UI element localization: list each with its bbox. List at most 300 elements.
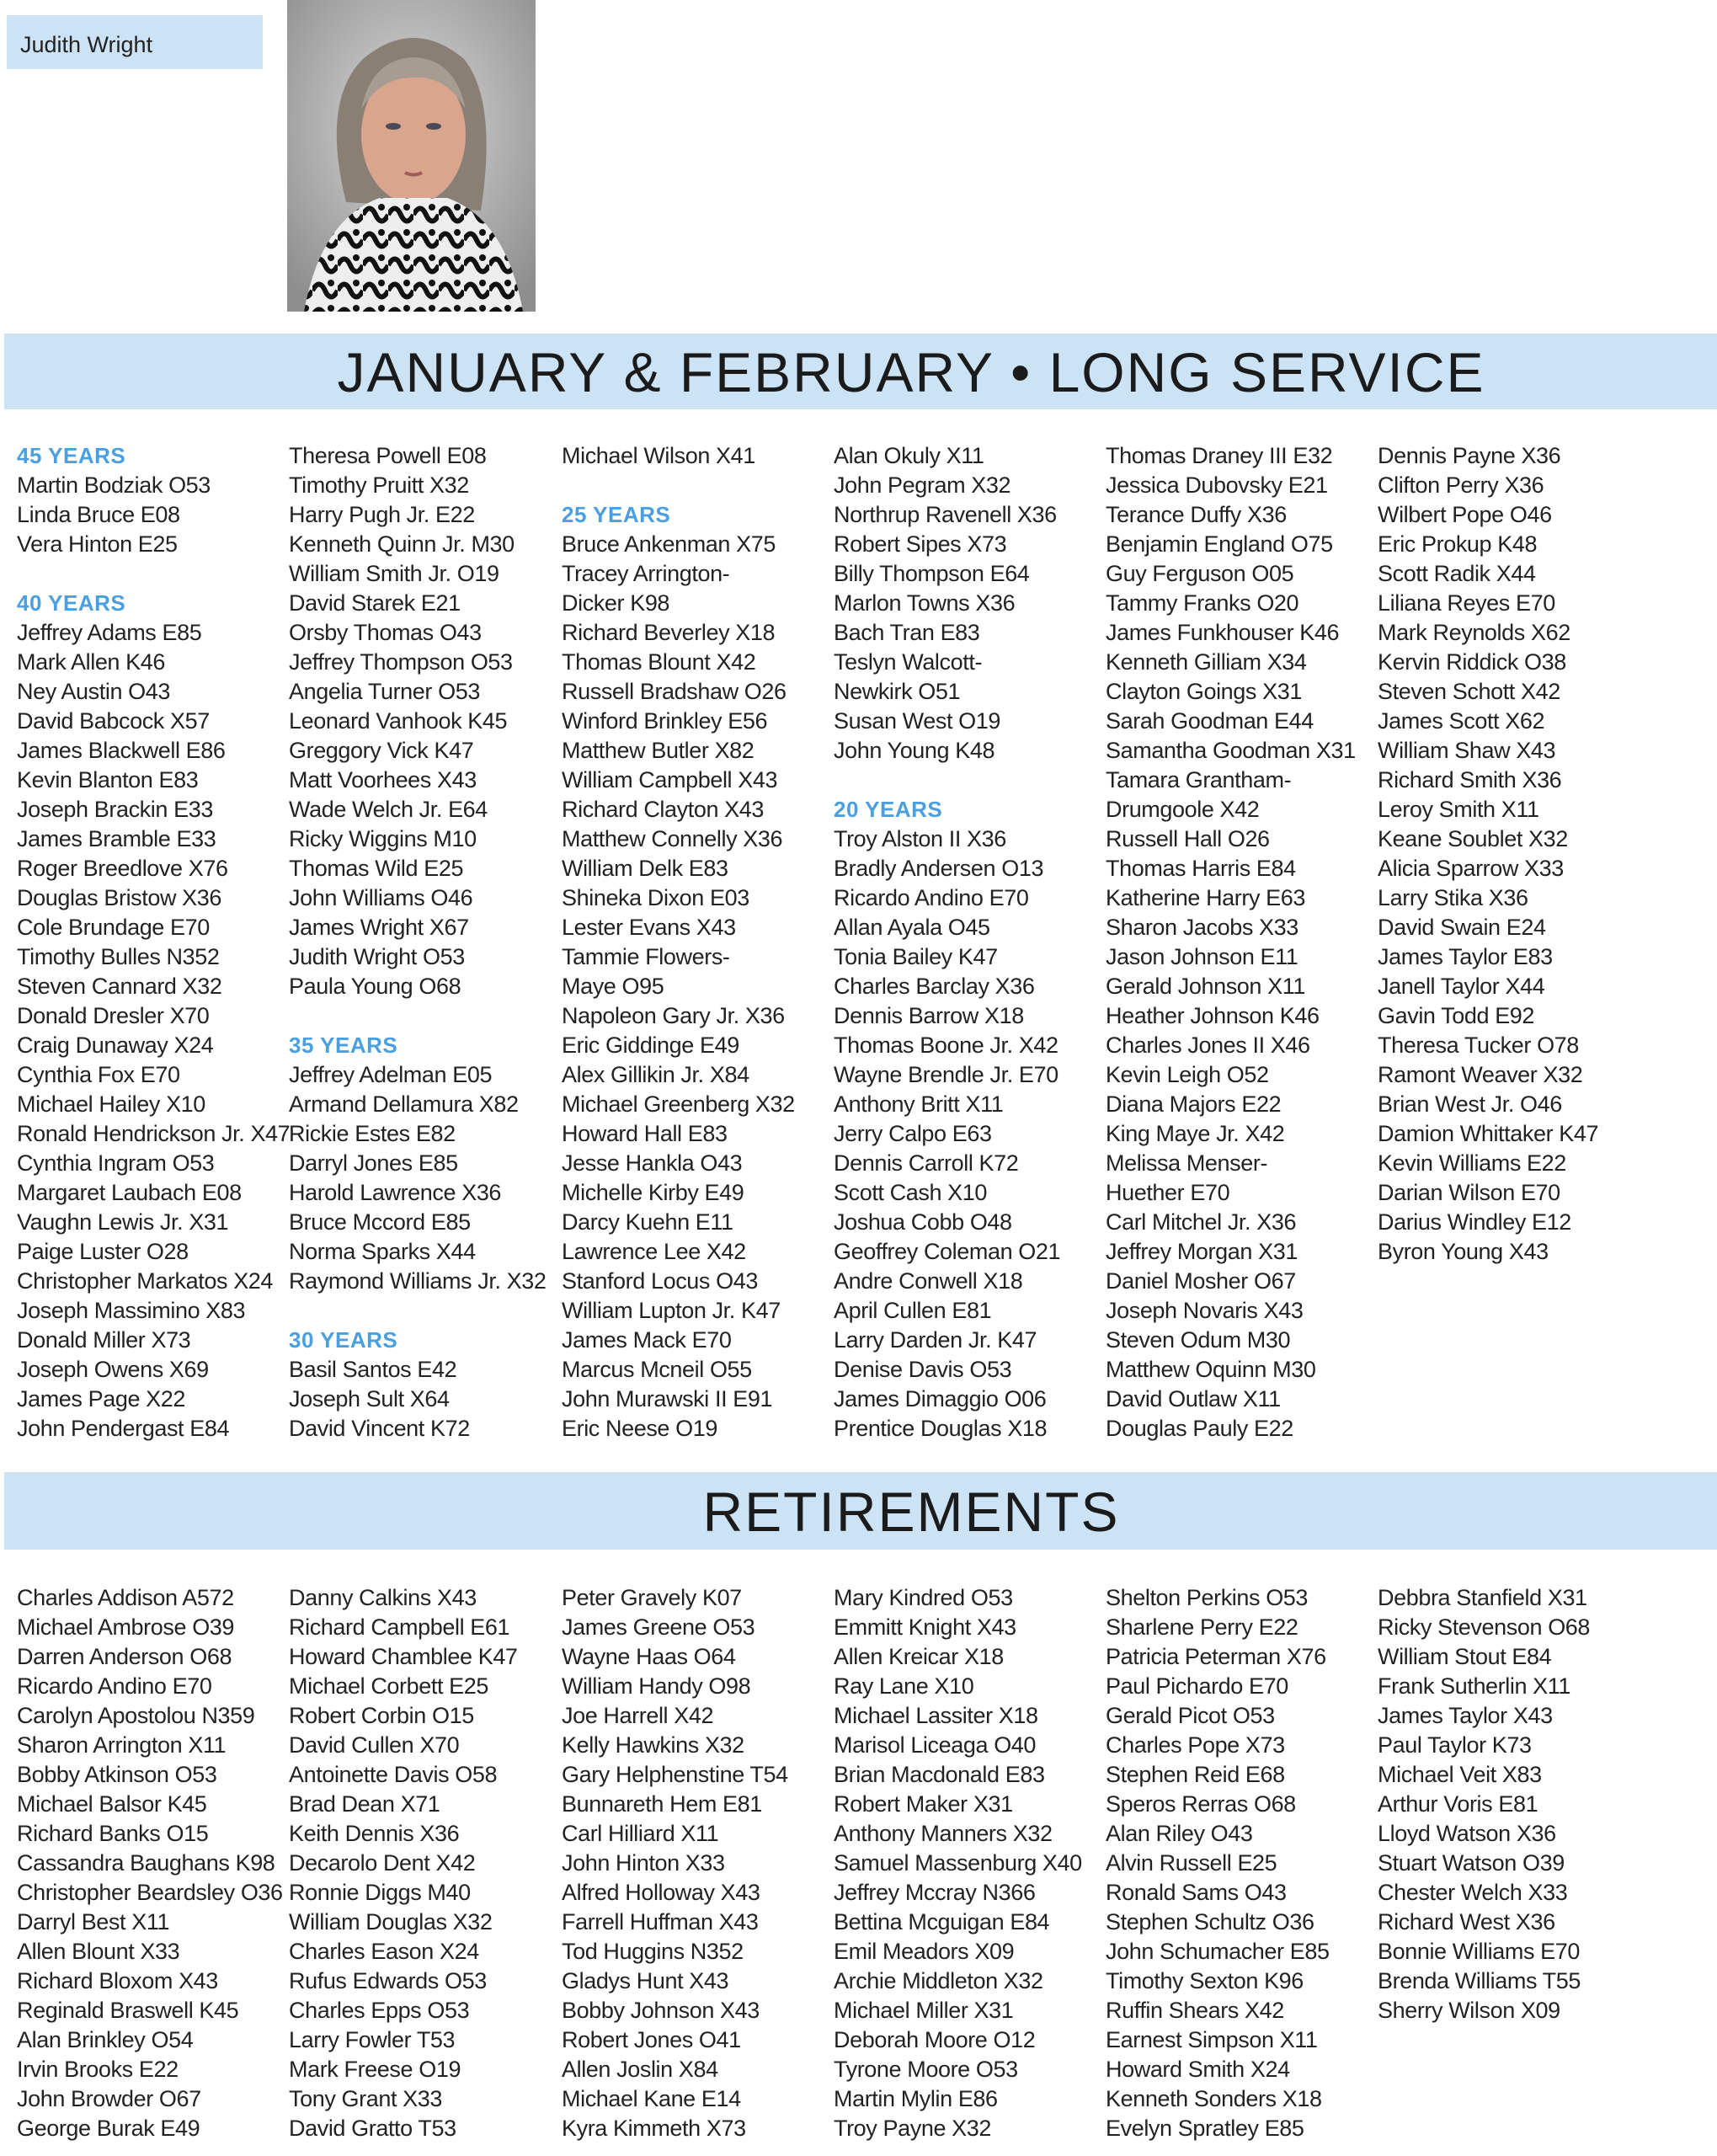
list-item: Charles Jones II X46 — [1106, 1033, 1310, 1058]
list-item: Paula Young O68 — [289, 974, 461, 999]
list-item: Brian Macdonald E83 — [834, 1762, 1045, 1787]
list-item: Donald Dresler X70 — [17, 1003, 210, 1028]
list-item: Katherine Harry E63 — [1106, 885, 1306, 910]
list-item: Dennis Barrow X18 — [834, 1003, 1024, 1028]
list-item: Wayne Brendle Jr. E70 — [834, 1062, 1058, 1087]
list-item: Judith Wright O53 — [289, 944, 465, 969]
list-item: Matthew Connelly X36 — [562, 826, 783, 851]
list-item: Heather Johnson K46 — [1106, 1003, 1320, 1028]
list-item: Richard West X36 — [1378, 1909, 1555, 1935]
list-item: Scott Radik X44 — [1378, 561, 1536, 586]
list-item: Bruce Ankenman X75 — [562, 531, 776, 557]
list-item: William Shaw X43 — [1378, 738, 1556, 763]
list-item: David Outlaw X11 — [1106, 1386, 1281, 1412]
list-item: William Stout E84 — [1378, 1644, 1552, 1669]
list-item: April Cullen E81 — [834, 1298, 992, 1323]
list-item: Robert Corbin O15 — [289, 1703, 474, 1728]
list-item: Michael Wilson X41 — [562, 443, 755, 468]
retirements-column — [17, 1583, 286, 2143]
list-item: James Scott X62 — [1378, 708, 1545, 734]
list-item: Dennis Carroll K72 — [834, 1150, 1019, 1176]
list-item: Richard Bloxom X43 — [17, 1968, 218, 1993]
list-item: Darryl Jones E85 — [289, 1150, 458, 1176]
list-item: Theresa Powell E08 — [289, 443, 487, 468]
list-item: Bobby Atkinson O53 — [17, 1762, 217, 1787]
list-item: Donald Miller X73 — [17, 1327, 191, 1353]
list-item: Deborah Moore O12 — [834, 2027, 1036, 2052]
list-item: Prentice Douglas X18 — [834, 1416, 1048, 1441]
list-item: John Pendergast E84 — [17, 1416, 230, 1441]
list-item: Bunnareth Hem E81 — [562, 1791, 762, 1817]
list-item: Michael Miller X31 — [834, 1998, 1014, 2023]
list-item: Keane Soublet X32 — [1378, 826, 1568, 851]
list-item: Jessica Dubovsky E21 — [1106, 472, 1328, 498]
list-item: Liliana Reyes E70 — [1378, 590, 1555, 616]
list-item: Shineka Dixon E03 — [562, 885, 749, 910]
list-item: John Hinton X33 — [562, 1850, 725, 1876]
years-heading: 30 YEARS — [289, 1327, 398, 1353]
list-item: Eric Neese O19 — [562, 1416, 717, 1441]
list-item: Samantha Goodman X31 — [1106, 738, 1356, 763]
list-item: Kevin Leigh O52 — [1106, 1062, 1269, 1087]
retirements-column — [1106, 1583, 1375, 2143]
list-item: Winford Brinkley E56 — [562, 708, 768, 734]
list-item: Cynthia Fox E70 — [17, 1062, 180, 1087]
list-item: Tyrone Moore O53 — [834, 2057, 1018, 2082]
list-item: Leonard Vanhook K45 — [289, 708, 508, 734]
list-item: William Smith Jr. O19 — [289, 561, 499, 586]
profile-name-label: Judith Wright — [7, 15, 263, 69]
list-item: Jeffrey Adelman E05 — [289, 1062, 493, 1087]
list-item: Tonia Bailey K47 — [834, 944, 998, 969]
list-item: Theresa Tucker O78 — [1378, 1033, 1579, 1058]
list-item: Jeffrey Adams E85 — [17, 620, 202, 645]
list-item: Stephen Schultz O36 — [1106, 1909, 1314, 1935]
list-item: Debbra Stanfield X31 — [1378, 1585, 1587, 1610]
list-item: Arthur Voris E81 — [1378, 1791, 1538, 1817]
list-item: Wade Welch Jr. E64 — [289, 797, 488, 822]
list-item: Billy Thompson E64 — [834, 561, 1030, 586]
list-item: Tony Grant X33 — [289, 2086, 443, 2111]
years-heading: 40 YEARS — [17, 590, 126, 616]
list-item: Bonnie Williams E70 — [1378, 1939, 1581, 1964]
list-item: Jesse Hankla O43 — [562, 1150, 743, 1176]
list-item: Harry Pugh Jr. E22 — [289, 502, 475, 527]
list-item: Anthony Manners X32 — [834, 1821, 1053, 1846]
list-item: Cassandra Baughans K98 — [17, 1850, 275, 1876]
list-item: Lester Evans X43 — [562, 915, 736, 940]
list-item: Linda Bruce E08 — [17, 502, 180, 527]
list-item: Michelle Kirby E49 — [562, 1180, 744, 1205]
list-item: Timothy Pruitt X32 — [289, 472, 469, 498]
list-item: Matthew Oquinn M30 — [1106, 1357, 1316, 1382]
list-item: Thomas Draney III E32 — [1106, 443, 1333, 468]
list-item: Joseph Sult X64 — [289, 1386, 450, 1412]
list-item: Richard Smith X36 — [1378, 767, 1562, 792]
list-item: Joe Harrell X42 — [562, 1703, 714, 1728]
list-item: James Mack E70 — [562, 1327, 732, 1353]
list-item: Kevin Blanton E83 — [17, 767, 199, 792]
list-item: James Wright X67 — [289, 915, 469, 940]
list-item: Emmitt Knight X43 — [834, 1614, 1016, 1640]
list-item: Kyra Kimmeth X73 — [562, 2116, 746, 2141]
list-item: Russell Bradshaw O26 — [562, 679, 787, 704]
list-item: Eric Prokup K48 — [1378, 531, 1538, 557]
list-item: Scott Cash X10 — [834, 1180, 988, 1205]
list-item: Thomas Blount X42 — [562, 649, 756, 675]
list-item: Leroy Smith X11 — [1378, 797, 1539, 822]
list-item: Brian West Jr. O46 — [1378, 1091, 1562, 1117]
list-item: Wayne Haas O64 — [562, 1644, 736, 1669]
list-item: Thomas Wild E25 — [289, 856, 464, 881]
long-service-column — [562, 441, 831, 1444]
list-item: Orsby Thomas O43 — [289, 620, 482, 645]
list-item: William Lupton Jr. K47 — [562, 1298, 781, 1323]
list-item: Sarah Goodman E44 — [1106, 708, 1314, 734]
list-item: Melissa Menser- — [1106, 1150, 1268, 1176]
list-item: Robert Sipes X73 — [834, 531, 1007, 557]
list-item: Carolyn Apostolou N359 — [17, 1703, 255, 1728]
list-item: Bruce Mccord E85 — [289, 1209, 471, 1235]
list-item: Ricky Wiggins M10 — [289, 826, 477, 851]
list-item: Rufus Edwards O53 — [289, 1968, 487, 1993]
list-item: James Greene O53 — [562, 1614, 755, 1640]
list-item: Bradly Andersen O13 — [834, 856, 1044, 881]
list-item: Richard Banks O15 — [17, 1821, 209, 1846]
list-item: James Bramble E33 — [17, 826, 216, 851]
list-item: Kervin Riddick O38 — [1378, 649, 1566, 675]
list-item: Sharlene Perry E22 — [1106, 1614, 1298, 1640]
list-item: Terance Duffy X36 — [1106, 502, 1287, 527]
list-item: Thomas Harris E84 — [1106, 856, 1296, 881]
list-item: David Babcock X57 — [17, 708, 210, 734]
list-item: Allen Kreicar X18 — [834, 1644, 1004, 1669]
list-item: Basil Santos E42 — [289, 1357, 457, 1382]
list-item: John Pegram X32 — [834, 472, 1011, 498]
list-item: Stanford Locus O43 — [562, 1268, 758, 1294]
list-item: James Funkhouser K46 — [1106, 620, 1340, 645]
list-item: Archie Middleton X32 — [834, 1968, 1043, 1993]
list-item: Byron Young X43 — [1378, 1239, 1549, 1264]
list-item: Charles Addison A572 — [17, 1585, 234, 1610]
list-item: Gerald Picot O53 — [1106, 1703, 1275, 1728]
list-item: Ronald Sams O43 — [1106, 1880, 1287, 1905]
list-item: Christopher Beardsley O36 — [17, 1880, 283, 1905]
list-item: Susan West O19 — [834, 708, 1001, 734]
list-item: John Williams O46 — [289, 885, 473, 910]
list-item: Tammie Flowers- — [562, 944, 730, 969]
list-item: Howard Chamblee K47 — [289, 1644, 518, 1669]
list-item: Richard Clayton X43 — [562, 797, 765, 822]
list-item: Kenneth Quinn Jr. M30 — [289, 531, 515, 557]
list-item: Cynthia Ingram O53 — [17, 1150, 215, 1176]
list-item: Kenneth Sonders X18 — [1106, 2086, 1322, 2111]
list-item: Brad Dean X71 — [289, 1791, 440, 1817]
list-item: Benjamin England O75 — [1106, 531, 1333, 557]
list-item: William Campbell X43 — [562, 767, 778, 792]
list-item: Daniel Mosher O67 — [1106, 1268, 1296, 1294]
list-item: Christopher Markatos X24 — [17, 1268, 274, 1294]
list-item: David Swain E24 — [1378, 915, 1546, 940]
list-item: Jason Johnson E11 — [1106, 944, 1298, 969]
list-item: Richard Beverley X18 — [562, 620, 776, 645]
list-item: Shelton Perkins O53 — [1106, 1585, 1309, 1610]
list-item: Paige Luster O28 — [17, 1239, 189, 1264]
list-item: Douglas Bristow X36 — [17, 885, 222, 910]
profile-photo — [287, 0, 536, 312]
list-item: Steven Cannard X32 — [17, 974, 222, 999]
list-item: Ray Lane X10 — [834, 1673, 974, 1699]
list-item: Richard Campbell E61 — [289, 1614, 510, 1640]
list-item: Allan Ayala O45 — [834, 915, 990, 940]
list-item: Joseph Massimino X83 — [17, 1298, 246, 1323]
list-item: Dennis Payne X36 — [1378, 443, 1561, 468]
list-item: Earnest Simpson X11 — [1106, 2027, 1318, 2052]
list-item: Clayton Goings X31 — [1106, 679, 1302, 704]
list-item: Mark Freese O19 — [289, 2057, 461, 2082]
list-item: James Dimaggio O06 — [834, 1386, 1047, 1412]
list-item: Northrup Ravenell X36 — [834, 502, 1057, 527]
list-item: Dicker K98 — [562, 590, 670, 616]
list-item: William Douglas X32 — [289, 1909, 493, 1935]
list-item: John Murawski II E91 — [562, 1386, 773, 1412]
list-item: Joshua Cobb O48 — [834, 1209, 1012, 1235]
list-item: Kevin Williams E22 — [1378, 1150, 1566, 1176]
list-item: Larry Stika X36 — [1378, 885, 1528, 910]
list-item: Craig Dunaway X24 — [17, 1033, 214, 1058]
retirements-column — [834, 1583, 1103, 2143]
list-item: Michael Ambrose O39 — [17, 1614, 235, 1640]
long-service-column — [289, 441, 558, 1444]
years-heading: 25 YEARS — [562, 502, 671, 527]
list-item: Joseph Brackin E33 — [17, 797, 213, 822]
list-item: Bobby Johnson X43 — [562, 1998, 760, 2023]
list-item: Steven Schott X42 — [1378, 679, 1560, 704]
long-service-column — [1378, 441, 1647, 1267]
list-item: Danny Calkins X43 — [289, 1585, 477, 1610]
list-item: Decarolo Dent X42 — [289, 1850, 476, 1876]
list-item: Norma Sparks X44 — [289, 1239, 476, 1264]
list-item: Michael Kane E14 — [562, 2086, 741, 2111]
list-item: Michael Lassiter X18 — [834, 1703, 1038, 1728]
list-item: Armand Dellamura X82 — [289, 1091, 519, 1117]
list-item: Michael Greenberg X32 — [562, 1091, 795, 1117]
list-item: King Maye Jr. X42 — [1106, 1121, 1285, 1146]
list-item: Samuel Massenburg X40 — [834, 1850, 1082, 1876]
list-item: Darian Wilson E70 — [1378, 1180, 1560, 1205]
list-item: Clifton Perry X36 — [1378, 472, 1544, 498]
list-item: Cole Brundage E70 — [17, 915, 210, 940]
list-item: Tammy Franks O20 — [1106, 590, 1299, 616]
retirements-banner: RETIREMENTS — [4, 1472, 1717, 1550]
list-item: David Gratto T53 — [289, 2116, 456, 2141]
list-item: Antoinette Davis O58 — [289, 1762, 498, 1787]
spacer — [562, 471, 831, 500]
list-item: Margaret Laubach E08 — [17, 1180, 242, 1205]
list-item: Alan Riley O43 — [1106, 1821, 1253, 1846]
list-item: Michael Balsor K45 — [17, 1791, 207, 1817]
list-item: Evelyn Spratley E85 — [1106, 2116, 1304, 2141]
list-item: Carl Mitchel Jr. X36 — [1106, 1209, 1297, 1235]
list-item: Farrell Huffman X43 — [562, 1909, 759, 1935]
years-heading: 45 YEARS — [17, 443, 126, 468]
list-item: Tamara Grantham- — [1106, 767, 1292, 792]
list-item: Newkirk O51 — [834, 679, 961, 704]
list-item: Anthony Britt X11 — [834, 1091, 1004, 1117]
list-item: Ronnie Diggs M40 — [289, 1880, 471, 1905]
long-service-banner: JANUARY & FEBRUARY • LONG SERVICE — [4, 334, 1717, 409]
list-item: Howard Hall E83 — [562, 1121, 728, 1146]
list-item: Charles Epps O53 — [289, 1998, 470, 2023]
list-item: Darius Windley E12 — [1378, 1209, 1571, 1235]
list-item: Charles Barclay X36 — [834, 974, 1035, 999]
list-item: Alex Gillikin Jr. X84 — [562, 1062, 749, 1087]
list-item: Irvin Brooks E22 — [17, 2057, 179, 2082]
list-item: Alicia Sparrow X33 — [1378, 856, 1564, 881]
list-item: Geoffrey Coleman O21 — [834, 1239, 1061, 1264]
list-item: Troy Alston II X36 — [834, 826, 1006, 851]
list-item: Wilbert Pope O46 — [1378, 502, 1552, 527]
list-item: Eric Giddinge E49 — [562, 1033, 739, 1058]
list-item: Lawrence Lee X42 — [562, 1239, 746, 1264]
retirements-column — [1378, 1583, 1647, 2025]
list-item: Alan Brinkley O54 — [17, 2027, 194, 2052]
list-item: Ricky Stevenson O68 — [1378, 1614, 1591, 1640]
list-item: Jeffrey Mccray N366 — [834, 1880, 1036, 1905]
list-item: James Taylor E83 — [1378, 944, 1553, 969]
list-item: Joseph Novaris X43 — [1106, 1298, 1304, 1323]
list-item: Allen Joslin X84 — [562, 2057, 718, 2082]
list-item: Ramont Weaver X32 — [1378, 1062, 1583, 1087]
list-item: George Burak E49 — [17, 2116, 200, 2141]
list-item: Darcy Kuehn E11 — [562, 1209, 733, 1235]
list-item: Rickie Estes E82 — [289, 1121, 456, 1146]
list-item: Roger Breedlove X76 — [17, 856, 228, 881]
list-item: Thomas Boone Jr. X42 — [834, 1033, 1058, 1058]
list-item: Huether E70 — [1106, 1180, 1230, 1205]
list-item: Jerry Calpo E63 — [834, 1121, 992, 1146]
list-item: Patricia Peterman X76 — [1106, 1644, 1326, 1669]
list-item: Troy Payne X32 — [834, 2116, 991, 2141]
list-item: Matthew Butler X82 — [562, 738, 755, 763]
list-item: Lloyd Watson X36 — [1378, 1821, 1556, 1846]
list-item: Alan Okuly X11 — [834, 443, 984, 468]
spacer — [834, 766, 1103, 795]
list-item: Diana Majors E22 — [1106, 1091, 1282, 1117]
list-item: Carl Hilliard X11 — [562, 1821, 719, 1846]
list-item: Joseph Owens X69 — [17, 1357, 209, 1382]
list-item: Martin Mylin E86 — [834, 2086, 998, 2111]
list-item: Brenda Williams T55 — [1378, 1968, 1581, 1993]
list-item: Sharon Arrington X11 — [17, 1732, 227, 1758]
list-item: Gerald Johnson X11 — [1106, 974, 1305, 999]
list-item: David Cullen X70 — [289, 1732, 460, 1758]
list-item: Greggory Vick K47 — [289, 738, 474, 763]
list-item: Darryl Best X11 — [17, 1909, 170, 1935]
list-item: Mark Allen K46 — [17, 649, 165, 675]
list-item: Ricardo Andino E70 — [17, 1673, 212, 1699]
list-item: Gladys Hunt X43 — [562, 1968, 729, 1993]
list-item: Frank Sutherlin X11 — [1378, 1673, 1571, 1699]
list-item: Russell Hall O26 — [1106, 826, 1270, 851]
list-item: Bettina Mcguigan E84 — [834, 1909, 1050, 1935]
list-item: John Young K48 — [834, 738, 995, 763]
list-item: Stuart Watson O39 — [1378, 1850, 1565, 1876]
list-item: Robert Maker X31 — [834, 1791, 1013, 1817]
list-item: Keith Dennis X36 — [289, 1821, 460, 1846]
list-item: Ricardo Andino E70 — [834, 885, 1029, 910]
list-item: Gary Helphenstine T54 — [562, 1762, 788, 1787]
list-item: Darren Anderson O68 — [17, 1644, 232, 1669]
retirements-column — [562, 1583, 831, 2143]
list-item: Jeffrey Morgan X31 — [1106, 1239, 1298, 1264]
list-item: Guy Ferguson O05 — [1106, 561, 1294, 586]
list-item: Allen Blount X33 — [17, 1939, 180, 1964]
long-service-column — [1106, 441, 1375, 1444]
list-item: Larry Fowler T53 — [289, 2027, 456, 2052]
list-item: Marlon Towns X36 — [834, 590, 1016, 616]
list-item: Emil Meadors X09 — [834, 1939, 1015, 1964]
years-heading: 20 YEARS — [834, 797, 943, 822]
list-item: Mark Reynolds X62 — [1378, 620, 1570, 645]
list-item: Steven Odum M30 — [1106, 1327, 1291, 1353]
list-item: James Page X22 — [17, 1386, 186, 1412]
list-item: Andre Conwell X18 — [834, 1268, 1023, 1294]
list-item: Ruffin Shears X42 — [1106, 1998, 1284, 2023]
list-item: Stephen Reid E68 — [1106, 1762, 1285, 1787]
list-item: Sherry Wilson X09 — [1378, 1998, 1560, 2023]
list-item: Harold Lawrence X36 — [289, 1180, 502, 1205]
list-item: Kelly Hawkins X32 — [562, 1732, 744, 1758]
list-item: Ronald Hendrickson Jr. X47 — [17, 1121, 291, 1146]
list-item: Michael Hailey X10 — [17, 1091, 205, 1117]
list-item: Alfred Holloway X43 — [562, 1880, 760, 1905]
list-item: Janell Taylor X44 — [1378, 974, 1545, 999]
list-item: Ney Austin O43 — [17, 679, 171, 704]
list-item: Mary Kindred O53 — [834, 1585, 1013, 1610]
list-item: Napoleon Gary Jr. X36 — [562, 1003, 785, 1028]
list-item: Tod Huggins N352 — [562, 1939, 744, 1964]
list-item: Gavin Todd E92 — [1378, 1003, 1535, 1028]
list-item: Angelia Turner O53 — [289, 679, 480, 704]
list-item: William Delk E83 — [562, 856, 728, 881]
list-item: John Browder O67 — [17, 2086, 201, 2111]
list-item: Matt Voorhees X43 — [289, 767, 477, 792]
list-item: Drumgoole X42 — [1106, 797, 1260, 822]
long-service-column — [834, 441, 1103, 1444]
list-item: Kenneth Gilliam X34 — [1106, 649, 1307, 675]
list-item: Michael Veit X83 — [1378, 1762, 1542, 1787]
list-item: Teslyn Walcott- — [834, 649, 983, 675]
list-item: Maye O95 — [562, 974, 664, 999]
years-heading: 35 YEARS — [289, 1033, 398, 1058]
list-item: Paul Pichardo E70 — [1106, 1673, 1288, 1699]
spacer — [289, 1296, 558, 1326]
list-item: Michael Corbett E25 — [289, 1673, 489, 1699]
list-item: Vera Hinton E25 — [17, 531, 178, 557]
list-item: James Blackwell E86 — [17, 738, 226, 763]
list-item: Tracey Arrington- — [562, 561, 730, 586]
spacer — [289, 1001, 558, 1031]
list-item: Vaughn Lewis Jr. X31 — [17, 1209, 229, 1235]
spacer — [17, 559, 286, 589]
list-item: John Schumacher E85 — [1106, 1939, 1330, 1964]
list-item: William Handy O98 — [562, 1673, 751, 1699]
list-item: Speros Rerras O68 — [1106, 1791, 1296, 1817]
list-item: Martin Bodziak O53 — [17, 472, 211, 498]
list-item: Peter Gravely K07 — [562, 1585, 742, 1610]
list-item: Robert Jones O41 — [562, 2027, 741, 2052]
